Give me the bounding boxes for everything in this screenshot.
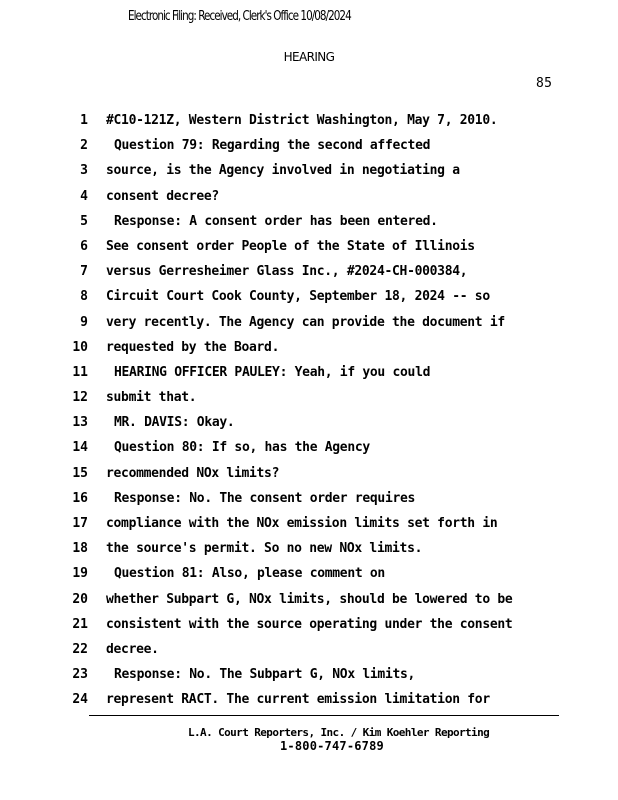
- line-number: 24: [72, 692, 88, 708]
- transcript-line: See consent order People of the State of Illinois: [106, 238, 475, 254]
- line-number: 5: [80, 213, 88, 229]
- transcript-line: Question 81: Also, please comment on: [114, 566, 385, 582]
- document-title: HEARING: [283, 50, 335, 64]
- line-number: 14: [72, 440, 88, 456]
- transcript-line: decree.: [106, 641, 159, 657]
- transcript-line: Question 79: Regarding the second affected: [114, 138, 431, 154]
- line-number: 8: [80, 289, 88, 305]
- footer-phone: 1-800-747-6789: [280, 739, 384, 753]
- line-number: 9: [80, 314, 88, 330]
- transcript-line: MR. DAVIS: Okay.: [114, 415, 235, 431]
- transcript-line: Response: No. The consent order requires: [114, 490, 416, 506]
- line-number: 18: [72, 541, 88, 557]
- page-number: 85: [536, 76, 553, 91]
- line-number: 6: [80, 238, 88, 254]
- line-number: 7: [80, 264, 88, 280]
- transcript-line: submit that.: [106, 390, 197, 406]
- transcript-line: whether Subpart G, NOx limits, should be lowered to be: [106, 591, 513, 607]
- line-number: 1: [80, 113, 88, 128]
- page-header-date: Electronic Filing: Received, Clerk's Office 10/08/2024: [128, 9, 351, 24]
- line-number: 11: [72, 364, 88, 380]
- transcript-line: Response: No. The Subpart G, NOx limits,: [114, 667, 416, 683]
- transcript-line: HEARING OFFICER PAULEY: Yeah, if you could: [114, 364, 431, 380]
- line-number-column: [60, 112, 88, 717]
- line-number: 12: [72, 390, 88, 406]
- transcript-line: consistent with the source operating under the consent: [106, 616, 513, 632]
- footer-company: L.A. Court Reporters, Inc. / Kim Koehler Reporting: [188, 726, 490, 739]
- transcript-line: versus Gerresheimer Glass Inc., #2024-CH-000384,: [106, 264, 468, 280]
- transcript-line: recommended NOx limits?: [106, 465, 280, 481]
- line-number: 3: [80, 163, 88, 179]
- line-number: 16: [72, 490, 88, 506]
- line-number: 23: [72, 667, 88, 683]
- line-number: 2: [80, 138, 88, 154]
- transcript-body: [106, 112, 566, 717]
- line-number: 19: [72, 566, 88, 582]
- transcript-line: requested by the Board.: [106, 339, 280, 355]
- line-number: 21: [72, 616, 88, 632]
- transcript-line: #C10-121Z, Western District Washington, May 7, 2010.: [106, 113, 498, 128]
- transcript-line: the source's permit. So no new NOx limits.: [106, 541, 423, 557]
- transcript-line: Response: A consent order has been entered.: [114, 213, 438, 229]
- transcript-line: represent RACT. The current emission limitation for: [106, 692, 490, 708]
- line-number: 17: [72, 516, 88, 531]
- transcript-line: compliance with the NOx emission limits set forth in: [106, 516, 498, 531]
- transcript-line: source, is the Agency involved in negotiating a: [106, 163, 460, 179]
- transcript-line: very recently. The Agency can provide the document if: [106, 314, 505, 330]
- line-number: 4: [80, 188, 88, 204]
- transcript-line: Question 80: If so, has the Agency: [114, 440, 370, 456]
- line-number: 15: [72, 465, 88, 481]
- line-number: 10: [72, 339, 88, 355]
- footer-rule: [89, 715, 559, 716]
- line-number: 22: [72, 641, 88, 657]
- transcript-line: consent decree?: [106, 188, 219, 204]
- line-number: 13: [72, 415, 88, 431]
- line-number: 20: [72, 591, 88, 607]
- transcript-line: Circuit Court Cook County, September 18, 2024 -- so: [106, 289, 490, 305]
